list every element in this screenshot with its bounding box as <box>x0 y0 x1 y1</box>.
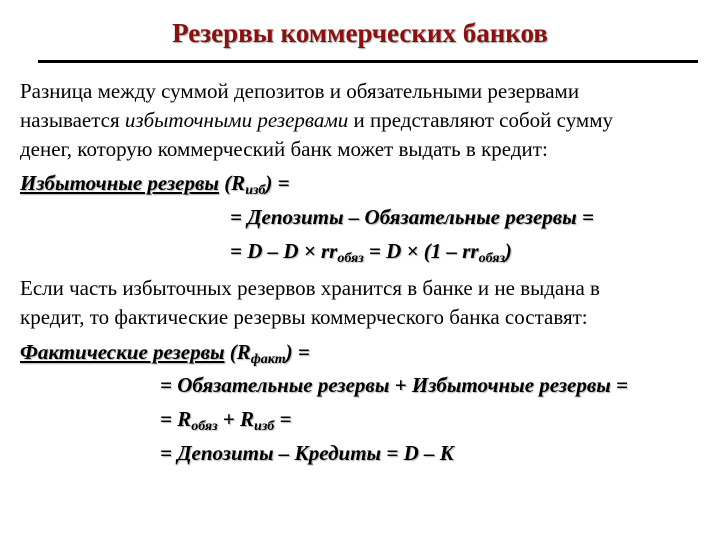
slide-title: Резервы коммерческих банков <box>172 18 548 48</box>
formula2-open: (R <box>224 340 251 364</box>
formula1-close: ) = <box>265 171 290 195</box>
formula1-line3-sub1: обяз <box>337 251 364 266</box>
formula1-line2: = Депозиты – Обязательные резервы = <box>230 205 594 229</box>
para1-line1: Разница между суммой депозитов и обязательными резервами <box>20 79 580 103</box>
formula2-line3-sub1: обяз <box>191 419 218 434</box>
formula2-line2: = Обязательные резервы + Избыточные резервы = <box>160 373 628 397</box>
excess-reserves-italic: избыточными резервами <box>124 108 349 132</box>
formula2-heading <box>20 339 310 365</box>
formula2-line3-b: + R <box>217 407 255 431</box>
para1-line3: денег, которую коммерческий банк может выдать в кредит: <box>20 137 548 161</box>
formula1-line3-b: = D × (1 – rr <box>363 239 479 263</box>
formula2-close: ) = <box>285 340 310 364</box>
formula1-line3-a: = D – D × rr <box>230 239 338 263</box>
formula1-line3-c: ) <box>504 239 512 263</box>
formula2-line3-sub2: изб <box>254 419 275 434</box>
para2-line2: кредит, то фактические резервы коммерческого банка составят: <box>20 305 588 329</box>
para1-line2 <box>20 107 613 133</box>
formula1-heading <box>20 170 290 196</box>
formula2-line3-c: = <box>274 407 292 431</box>
formula1-line3 <box>230 238 512 264</box>
para1-line2-start: называется <box>20 108 125 132</box>
formula2-sub: факт <box>250 352 286 367</box>
formula1-open: (R <box>218 171 246 195</box>
formula1-sub: изб <box>245 183 266 198</box>
formula2-line3-a: = R <box>160 407 192 431</box>
formula2-term: Фактические резервы <box>20 340 225 364</box>
title-divider <box>38 60 698 63</box>
formula2-line4: = Депозиты – Кредиты = D – K <box>160 441 454 465</box>
para1-line2-end: и представляют собой сумму <box>348 108 614 132</box>
formula2-line3 <box>160 406 291 432</box>
formula1-line3-sub2: обяз <box>478 251 505 266</box>
para2-line1: Если часть избыточных резервов хранится в банке и не выдана в <box>20 276 600 300</box>
formula1-term: Избыточные резервы <box>20 171 219 195</box>
